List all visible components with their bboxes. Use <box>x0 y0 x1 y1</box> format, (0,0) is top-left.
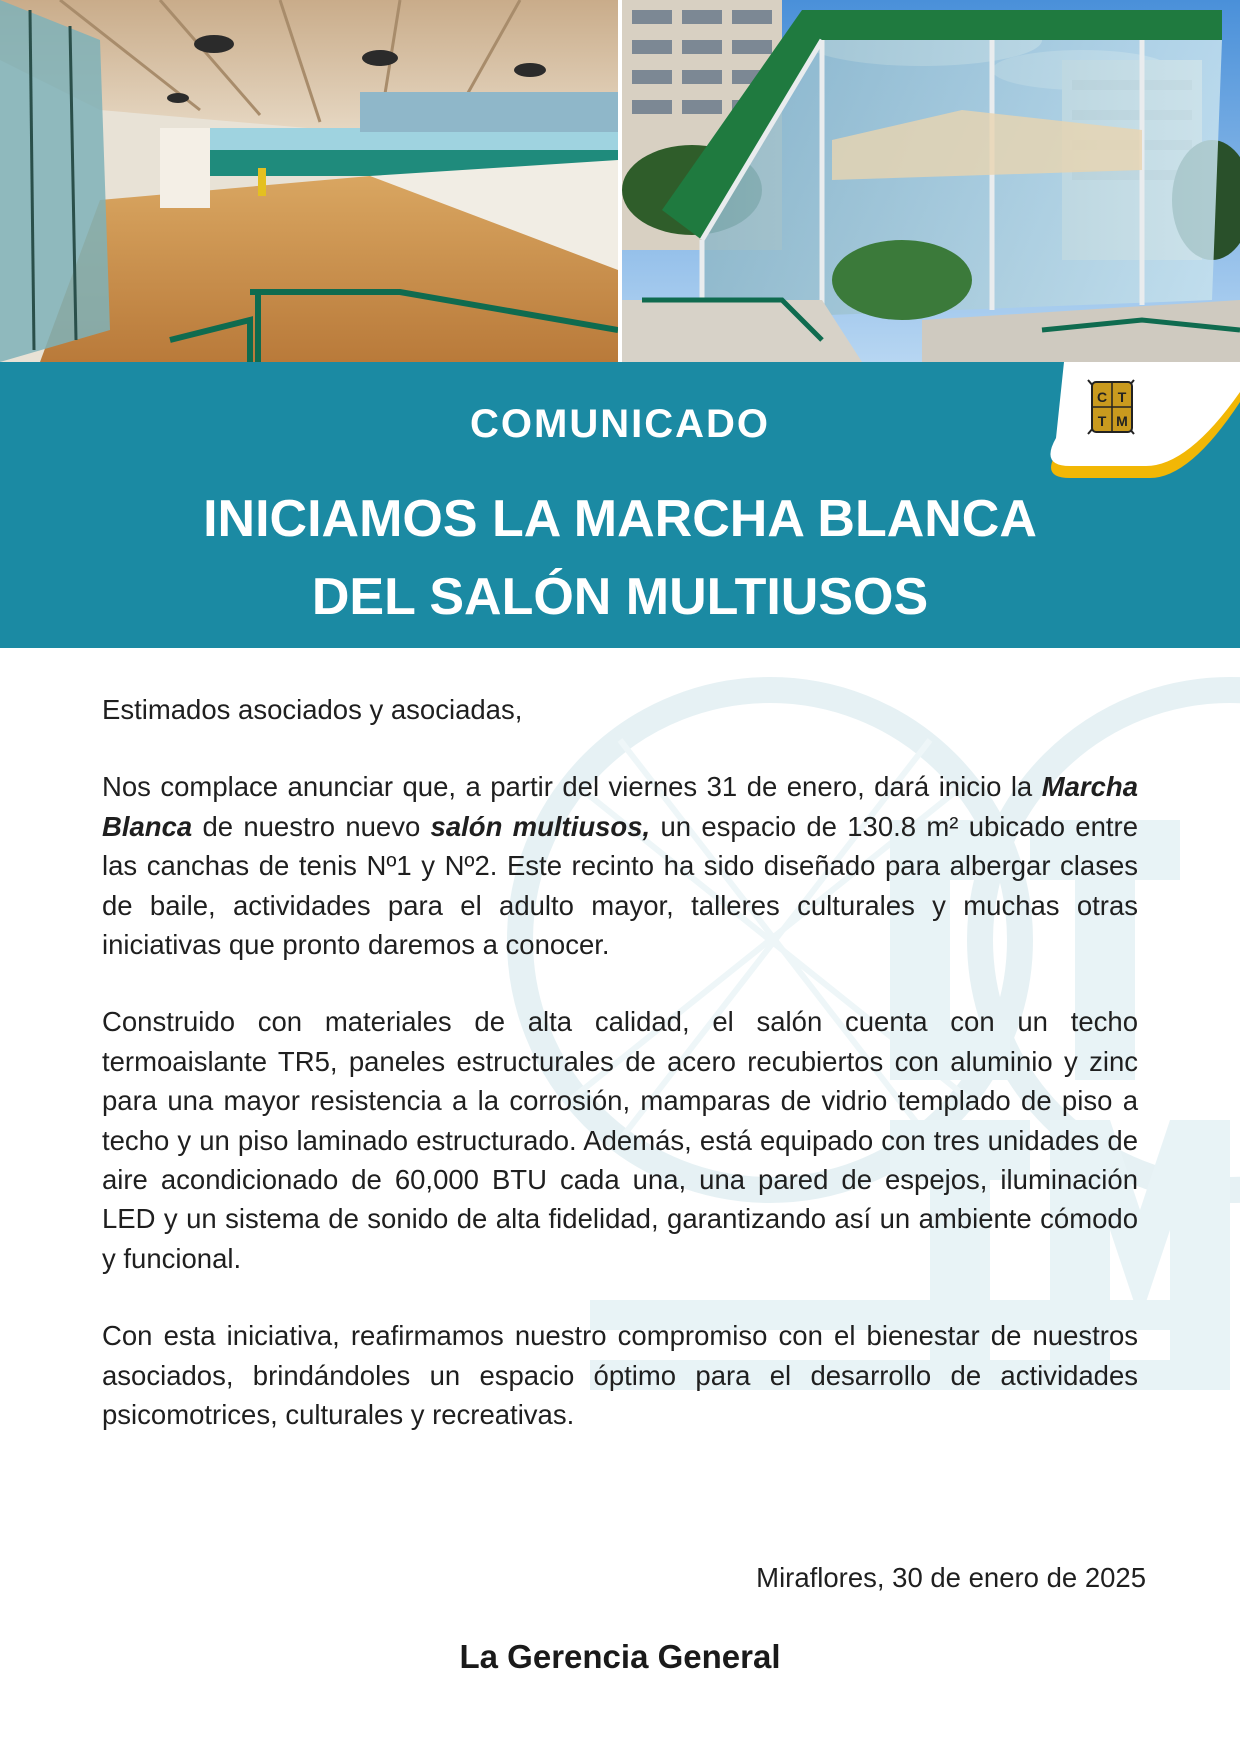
paragraph-2: Construido con materiales de alta calidad, el salón cuenta con un techo termoaislante TR5, paneles estructurales de acero recubiertos con aluminio y zinc para una mayor resistencia a la corrosión, mamparas de vidrio templado de piso a techo y un piso laminado estructurado. Además, está equipado con tres unidades de aire acondicionado de 60,000 BTU cada una, una pared de espejos, iluminación LED y un sistema de sonido de alta fidelidad, garantizando así un ambiente cómodo y funcional. <box>102 1006 1138 1274</box>
logo-letter: C <box>1096 389 1108 405</box>
letter-body <box>102 690 1138 1473</box>
signature-org: La Gerencia General <box>459 1638 781 1675</box>
marcha-blanca-emphasis: Marcha Blanca <box>102 771 1138 842</box>
club-logo-badge <box>1030 362 1240 488</box>
place-date: Miraflores, 30 de enero de 2025 <box>756 1562 1146 1593</box>
paragraph-1-part: Nos complace anunciar que, a partir del viernes 31 de enero, dará inicio la <box>102 771 1042 803</box>
paragraph-1 <box>102 767 1138 964</box>
hall-interior-photo <box>0 0 618 362</box>
title-line-2: DEL SALÓN MULTIUSOS <box>311 568 929 626</box>
header-photos <box>0 0 1240 362</box>
logo-letter: T <box>1097 413 1107 429</box>
greeting: Estimados asociados y asociadas, <box>102 694 523 725</box>
logo-letter: M <box>1116 413 1128 429</box>
paragraph-1-part: de nuestro nuevo <box>192 810 431 842</box>
salon-multiusos-emphasis: salón multiusos, <box>430 810 651 842</box>
page-title <box>0 480 1240 636</box>
logo-letter: T <box>1117 389 1127 405</box>
racket-logo-icon <box>1088 380 1134 434</box>
title-line-1: INICIAMOS LA MARCHA BLANCA <box>203 490 1037 548</box>
paragraph-3: Con esta iniciativa, reafirmamos nuestro compromiso con el bienestar de nuestros asociados, brindándoles un espacio óptimo para el desarrollo de actividades psicomotrices, culturales y recreativas. <box>102 1320 1138 1431</box>
pavilion-exterior-photo <box>622 0 1240 362</box>
paragraph-1-part: un espacio de 130.8 m² ubicado entre las canchas de tenis Nº1 y Nº2. Este recinto ha sido diseñado para albergar clases de baile, actividades para el adulto mayor, talleres culturales y muchas otras iniciativas que pronto daremos a conocer. <box>102 810 1138 961</box>
banner-kicker: COMUNICADO <box>470 402 770 446</box>
